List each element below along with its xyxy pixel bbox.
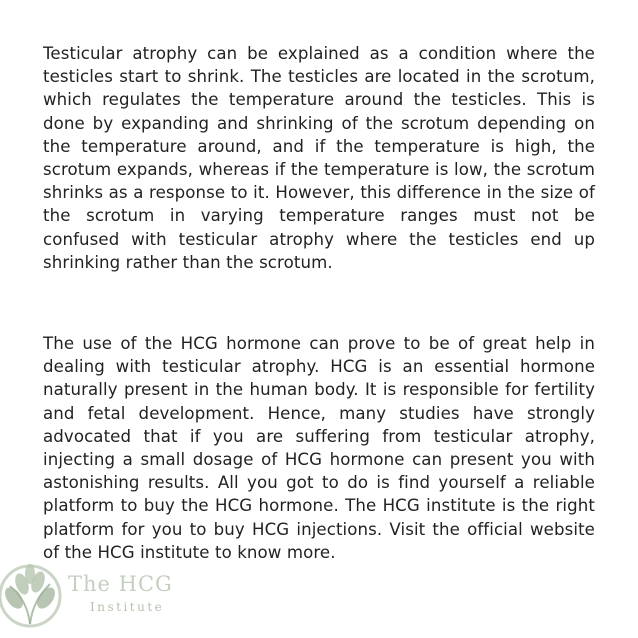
paragraph-hcg-hormone: The use of the HCG hormone can prove to be of great help in dealing with testicular atrophy. HCG is an essential hormone naturally present in the human body. It is responsible for fertility and fetal development. Hence, many studies have strongly advocated that if you are suffering from testicular atrophy, injecting a small dosage of HCG hormone can present you with astonishing results. All you got to do is find yourself a reliable platform to buy the HCG hormone. The HCG institute is the right platform for you to buy HCG injections. Visit the official website of the HCG institute to know more. [43, 334, 595, 562]
leaf-emblem-icon [0, 558, 70, 638]
paragraph-testicular-atrophy: Testicular atrophy can be explained as a condition where the testicles start to shrink. The testicles are located in the scrotum, which regulates the temperature around the testicles. This is done by expanding and shrinking of the scrotum depending on the temperature around, and if the temperature is high, the scrotum expands, whereas if the temperature is low, the scrotum shrinks as a response to it. However, this difference in the size of the scrotum in varying temperature ranges must not be confused with testicular atrophy where the testicles end up shrinking rather than the scrotum. [43, 44, 595, 272]
logo-title: The HCG [68, 572, 173, 596]
hcg-institute-logo [0, 558, 190, 638]
logo-subtitle: Institute [90, 600, 165, 614]
